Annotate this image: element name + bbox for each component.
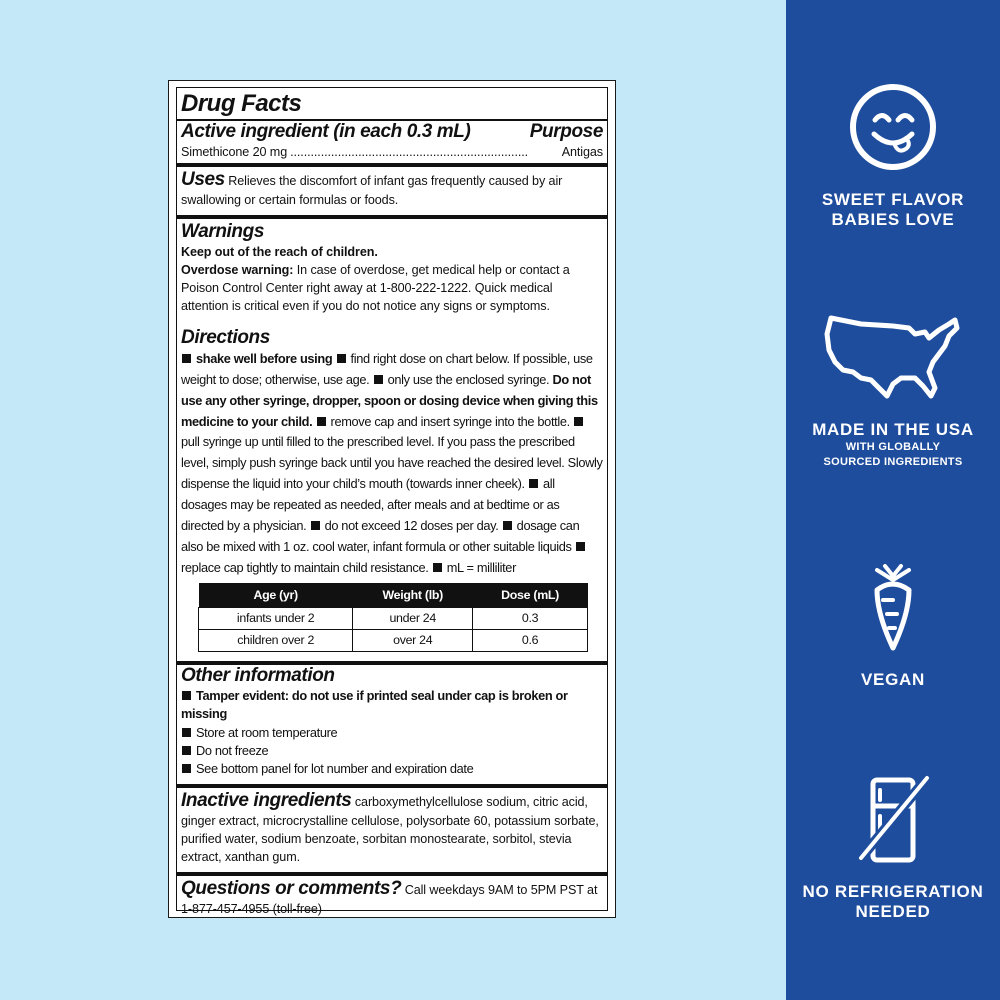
uses-section	[177, 167, 607, 218]
feature-label: VEGAN	[861, 670, 925, 689]
questions-heading: Questions or comments?	[181, 877, 402, 899]
feature-label: SWEET FLAVOR	[821, 190, 965, 209]
drug-facts-border	[176, 87, 608, 916]
dose-table	[198, 583, 588, 652]
table-row	[199, 607, 588, 629]
list-item: See bottom panel for lot number and expiration date	[181, 760, 603, 778]
questions-section	[177, 876, 607, 923]
bullet-square-icon	[182, 691, 191, 700]
age-column-header: Age (yr)	[199, 583, 353, 608]
questions-text: Call weekdays 9AM to 5PM PST at 1-877-457-4955 (toll-free)	[181, 882, 598, 916]
weight-column-header: Weight (lb)	[353, 583, 473, 608]
no-fridge-icon	[843, 774, 943, 864]
ingredient-purpose: Antigas	[561, 145, 603, 159]
dir-shake: shake well before using	[196, 350, 333, 366]
directions-section	[177, 321, 607, 665]
ingredient-dots: ......................................................................	[290, 145, 529, 159]
bullet-square-icon	[574, 417, 583, 426]
feature-sidebar	[786, 0, 1000, 1000]
age-cell: infants under 2	[199, 607, 353, 629]
dir-remove-cap: remove cap and insert syringe into the bottle.	[330, 413, 570, 429]
feature-vegan	[786, 562, 1000, 690]
other-information-heading: Other information	[181, 664, 335, 686]
feature-label: MADE IN THE USA	[812, 420, 974, 439]
feature-sublabel: WITH GLOBALLY	[845, 441, 941, 453]
keep-out-warning: Keep out of the reach of children.	[181, 244, 378, 259]
active-ingredient-section	[177, 121, 607, 167]
warnings-heading: Warnings	[181, 220, 265, 242]
inactive-ingredients-heading: Inactive ingredients	[181, 789, 352, 811]
table-row	[199, 629, 588, 651]
dir-replace: replace cap tightly to maintain child resistance.	[181, 559, 429, 575]
feature-label: BABIES LOVE	[831, 210, 955, 229]
inactive-ingredients-section	[177, 788, 607, 876]
dose-cell: 0.3	[473, 607, 588, 629]
bullet-square-icon	[182, 354, 191, 363]
age-cell: children over 2	[199, 629, 353, 651]
other-information-section	[177, 665, 607, 788]
weight-cell: over 24	[353, 629, 473, 651]
dir-exceed: do not exceed 12 doses per day.	[324, 518, 499, 534]
dose-column-header: Dose (mL)	[473, 583, 588, 608]
bullet-square-icon	[182, 728, 191, 737]
dose-cell: 0.6	[473, 629, 588, 651]
feature-label: NO REFRIGERATION	[802, 882, 984, 901]
drug-facts-title: Drug Facts	[181, 90, 302, 117]
bullet-square-icon	[317, 417, 326, 426]
bullet-square-icon	[433, 563, 442, 572]
bullet-square-icon	[337, 354, 346, 363]
directions-heading: Directions	[181, 326, 270, 348]
bullet-square-icon	[374, 375, 383, 384]
carrot-icon	[863, 562, 923, 652]
bullet-square-icon	[182, 764, 191, 773]
smiley-tongue-icon	[848, 82, 938, 172]
warnings-section	[177, 219, 607, 321]
list-item: Tamper evident: do not use if printed seal under cap is broken or missing	[181, 687, 568, 722]
weight-cell: under 24	[353, 607, 473, 629]
bullet-square-icon	[311, 521, 320, 530]
list-item: Store at room temperature	[181, 724, 603, 742]
dir-mix: dosage can also be mixed with 1 oz. cool water, infant formula or other suitable liquids	[181, 518, 580, 554]
feature-made-in-usa	[786, 312, 1000, 470]
ingredient-name: Simethicone 20 mg	[181, 145, 288, 159]
feature-sweet-flavor	[786, 82, 1000, 230]
uses-heading: Uses	[181, 169, 225, 191]
active-ingredient-heading: Active ingredient (in each 0.3 mL)	[181, 121, 471, 142]
feature-label: NEEDED	[855, 902, 931, 921]
dir-pull: pull syringe up until filled to the prescribed level. If you pass the prescribed level, simply push syringe back until you have reached the desired level. Slowly dispense the liquid into your child’s mouth (towards inner cheek).	[181, 434, 603, 492]
feature-no-refrigeration	[786, 774, 1000, 922]
dir-syringe: only use the enclosed syringe.	[387, 371, 550, 387]
bullet-square-icon	[576, 542, 585, 551]
bullet-square-icon	[503, 521, 512, 530]
bullet-square-icon	[182, 746, 191, 755]
dir-ml: mL = milliliter	[446, 559, 516, 575]
drug-facts-panel	[168, 80, 616, 918]
dir-repeat: all dosages may be repeated as needed, after meals and at bedtime or as directed by a physician.	[181, 476, 560, 534]
bullet-square-icon	[529, 479, 538, 488]
dir-do-not-use: Do not use any other syringe, dropper, spoon or dosing device when giving this medicine to your child.	[181, 371, 598, 429]
overdose-label: Overdose warning:	[181, 262, 294, 277]
feature-sublabel: SOURCED INGREDIENTS	[823, 456, 963, 468]
overdose-text: In case of overdose, get medical help or contact a Poison Control Center right away at 1-800-222-1222. Quick medical attention is critical even if you do not notice any signs or symptoms.	[181, 262, 570, 314]
list-item: Do not freeze	[181, 742, 603, 760]
inactive-ingredients-text: carboxymethylcellulose sodium, citric acid, ginger extract, microcrystalline cellulose, polysorbate 60, potassium sorbate, purified water, sodium benzoate, sorbitan monostearate, sorbitol, stevia extract, xanthan gum.	[181, 794, 599, 865]
dose-table-header	[199, 583, 588, 608]
uses-text: Relieves the discomfort of infant gas frequently caused by air swallowing or certain formulas or foods.	[181, 174, 563, 208]
dir-find-dose: find right dose on chart below. If possible, use weight to dose; otherwise, use age.	[181, 350, 593, 387]
usa-map-icon	[823, 312, 963, 402]
purpose-heading: Purpose	[529, 121, 603, 142]
